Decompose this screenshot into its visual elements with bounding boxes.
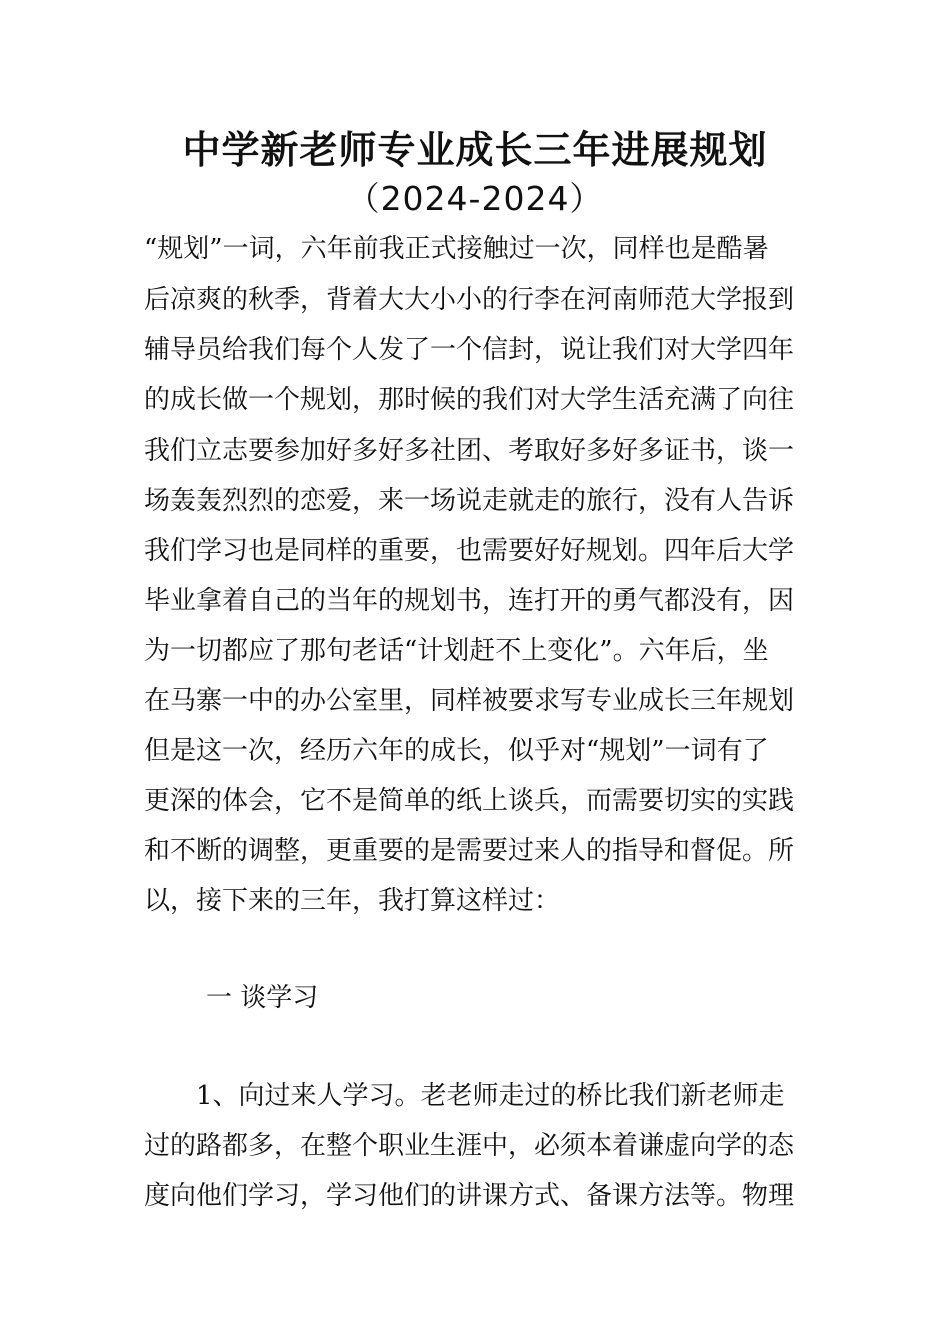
intro-line: 为一切都应了那句老话“计划赶不上变化”。六年后，坐 [144,636,769,666]
point-line: 过的路都多，在整个职业生涯中，必须本着谦虚向学的态 [144,1131,795,1161]
intro-line: 我们立志要参加好多好多社团、考取好多好多证书，谈一 [144,436,795,466]
intro-line: 辅导员给我们每个人发了一个信封，说让我们对大学四年 [144,335,795,365]
document-title: 中学新老师专业成长三年进展规划 [182,128,768,172]
intro-line: 但是这一次，经历六年的成长，似乎对“规划”一词有了 [144,736,769,766]
intro-line: 以，接下来的三年，我打算这样过： [144,886,561,916]
intro-line: 在马寨一中的办公室里，同样被要求写专业成长三年规划 [144,686,795,716]
section-heading: 一 谈学习 [206,983,319,1013]
intro-line: 场轰轰烈烈的恋爱，来一场说走就走的旅行，没有人告诉 [144,486,795,516]
intro-line: “规划”一词，六年前我正式接触过一次，同样也是酷暑 [144,234,769,264]
intro-line: 毕业拿着自己的当年的规划书，连打开的勇气都没有，因 [144,586,795,616]
intro-line: 的成长做一个规划，那时候的我们对大学生活充满了向往 [144,385,795,415]
intro-line: 和不断的调整，更重要的是需要过来人的指导和督促。所 [144,836,795,866]
point-line: 度向他们学习，学习他们的讲课方式、备课方法等。物理 [144,1181,795,1211]
point-line: 1、向过来人学习。老老师走过的桥比我们新老师走 [196,1081,785,1111]
intro-line: 更深的体会，它不是简单的纸上谈兵，而需要切实的实践 [144,786,795,816]
intro-line: 我们学习也是同样的重要，也需要好好规划。四年后大学 [144,536,795,566]
document-subtitle: （2024-2024） [346,179,604,218]
intro-line: 后凉爽的秋季，背着大大小小的行李在河南师范大学报到 [144,285,795,315]
